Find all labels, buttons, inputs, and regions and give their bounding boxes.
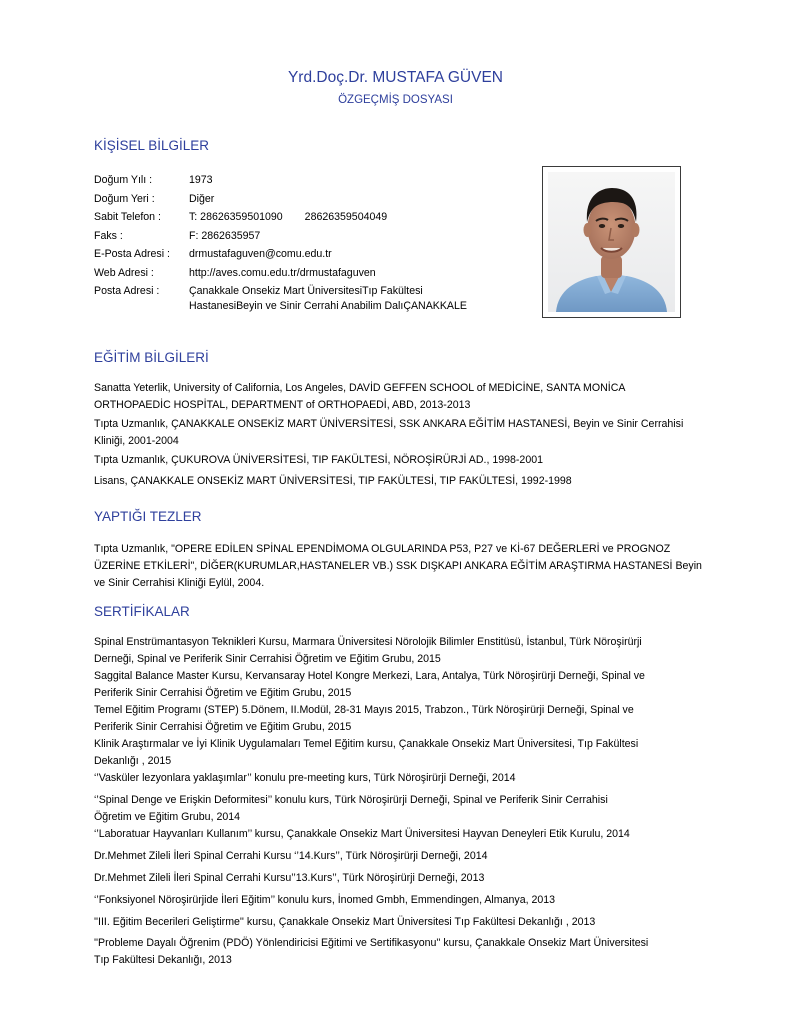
- list-item: [94, 892, 704, 909]
- list-item-line: Spinal Enstrümantasyon Teknikleri Kursu, Marmara Üniversitesi Nörolojik Bilimler Enstitüsü, İstanbul, Türk Nöroşirürji: [94, 636, 642, 648]
- list-item-line: Saggital Balance Master Kursu, Kervansaray Hotel Kongre Merkezi, Lara, Antalya, Türk Nöroşirürji Derneği, Spinal ve: [94, 670, 645, 682]
- list-item: [94, 736, 704, 770]
- info-row-birth-year: [94, 171, 467, 190]
- phone-number-1: T: 28626359501090: [189, 211, 283, 223]
- list-item-line: Derneği, Spinal ve Periferik Sinir Cerrahisi Öğretim ve Eğitim Grubu, 2015: [94, 653, 441, 665]
- list-item-line: ‘’Vasküler lezyonlara yaklaşımlar’’ konulu pre-meeting kurs, Türk Nöroşirürji Derneği, 2014: [94, 772, 516, 784]
- info-label: E-Posta Adresi :: [94, 248, 170, 260]
- list-item: [94, 826, 704, 843]
- theses-heading: YAPTIĞI TEZLER: [94, 509, 202, 524]
- education-heading: EĞİTİM BİLGİLERİ: [94, 350, 209, 365]
- list-item-line: Tıp Fakültesi Dekanlığı, 2013: [94, 954, 232, 966]
- list-item: [94, 770, 704, 787]
- list-item-line: ''III. Eğitim Becerileri Geliştirme'' kursu, Çanakkale Onsekiz Mart Üniversitesi Tıp Fakültesi Dekanlığı , 2013: [94, 916, 596, 928]
- list-item-line: Dr.Mehmet Zileli İleri Spinal Cerrahi Kursu’’13.Kurs’’, Türk Nöroşirürji Derneği, 2013: [94, 872, 485, 884]
- education-list: [94, 380, 704, 490]
- list-item: [94, 935, 704, 969]
- list-item-line: ‘’Laboratuar Hayvanları Kullanım’’ kursu, Çanakkale Onsekiz Mart Üniversitesi Hayvan Deneyleri Etik Kurulu, 2014: [94, 828, 630, 840]
- phone-number-2: 28626359504049: [304, 211, 388, 223]
- list-item: [94, 452, 704, 469]
- list-item: [94, 702, 704, 736]
- info-label: Doğum Yeri :: [94, 192, 155, 205]
- list-item: [94, 914, 704, 931]
- list-item-line: ''Probleme Dayalı Öğrenim (PDÖ) Yönlendiricisi Eğitimi ve Sertifikasyonu'' kursu, Çanakkale Onsekiz Mart Üniversitesi: [94, 937, 649, 949]
- info-label: Doğum Yılı :: [94, 174, 153, 186]
- email-address[interactable]: drmustafaguven@comu.edu.tr: [189, 248, 332, 260]
- theses-list: [94, 541, 704, 592]
- list-item: [94, 848, 704, 865]
- info-value: Diğer: [189, 192, 215, 205]
- list-item-line: ve Sinir Cerrahisi Kliniği Eylül, 2004.: [94, 577, 265, 589]
- info-label: Sabit Telefon :: [94, 211, 161, 223]
- list-item-line: Periferik Sinir Cerrahisi Öğretim ve Eğitim Grubu, 2015: [94, 687, 352, 699]
- list-item-line: Temel Eğitim Programı (STEP) 5.Dönem, II.Modül, 28-31 Mayıs 2015, Trabzon., Türk Nöroşirürji Derneği, Spinal ve: [94, 704, 634, 716]
- list-item-line: Tıpta Uzmanlık, ÇUKUROVA ÜNİVERSİTESİ, TIP FAKÜLTESİ, NÖROŞİRÜRJİ AD., 1998-2001: [94, 454, 543, 466]
- list-item-line: Periferik Sinir Cerrahisi Öğretim ve Eğitim Grubu, 2015: [94, 721, 352, 733]
- list-item-line: Kliniği, 2001-2004: [94, 435, 179, 447]
- list-item-line: Öğretim ve Eğitim Grubu, 2014: [94, 811, 241, 823]
- certificates-list: [94, 634, 704, 969]
- list-item: [94, 668, 704, 702]
- list-item-line: Tıpta Uzmanlık, ÇANAKKALE ONSEKİZ MART ÜNİVERSİTESİ, SSK ANKARA EĞİTİM HASTANESİ, Beyin ve Sinir Cerrahisi: [94, 418, 684, 430]
- postal-address-line-2: HastanesiBeyin ve Sinir Cerrahi Anabilim DalıÇANAKKALE: [189, 300, 467, 312]
- list-item-line: ORTHOPAEDİC HOSPİTAL, DEPARTMENT of ORTHOPAEDİ, ABD, 2013-2013: [94, 399, 471, 411]
- list-item-line: Dekanlığı , 2015: [94, 755, 172, 767]
- portrait-photo-icon: [548, 172, 675, 312]
- profile-photo: [542, 166, 681, 318]
- list-item: [94, 380, 704, 414]
- list-item-line: Sanatta Yeterlik, University of California, Los Angeles, DAVİD GEFFEN SCHOOL of MEDİCİNE, SANTA MONİCA: [94, 382, 626, 394]
- list-item: [94, 473, 704, 490]
- personal-info-table: [94, 171, 467, 315]
- info-value: [189, 284, 467, 315]
- postal-address-line-1: Çanakkale Onsekiz Mart ÜniversitesiTıp Fakültesi: [189, 284, 423, 297]
- info-row-email: [94, 245, 467, 264]
- list-item-line: Dr.Mehmet Zileli İleri Spinal Cerrahi Kursu ‘’14.Kurs’’, Türk Nöroşirürji Derneği, 2014: [94, 850, 488, 862]
- list-item-line: ‘’Fonksiyonel Nöroşirürjide İleri Eğitim’’ konulu kurs, İnomed Gmbh, Emmendingen, Almanya, 2013: [94, 894, 556, 906]
- list-item: [94, 870, 704, 887]
- info-row-fax: [94, 227, 467, 246]
- info-value: F: 2862635957: [189, 229, 261, 242]
- info-value: [189, 208, 387, 227]
- list-item-line: Klinik Araştırmalar ve İyi Klinik Uygulamaları Temel Eğitim kursu, Çanakkale Onsekiz Mart Üniversitesi, Tıp Fakültesi: [94, 738, 639, 750]
- info-row-birth-place: [94, 190, 467, 209]
- person-name: Yrd.Doç.Dr. MUSTAFA GÜVEN: [287, 69, 504, 86]
- list-item-line: ‘’Spinal Denge ve Erişkin Deformitesi’’ konulu kurs, Türk Nöroşirürji Derneği, Spinal ve Periferik Sinir Cerrahisi: [94, 794, 608, 806]
- list-item: [94, 634, 704, 668]
- cv-header: [0, 68, 791, 107]
- list-item-line: Lisans, ÇANAKKALE ONSEKİZ MART ÜNİVERSİTESİ, TIP FAKÜLTESİ, TIP FAKÜLTESİ, 1992-1998: [94, 475, 572, 487]
- list-item: [94, 416, 704, 450]
- document-subtitle: ÖZGEÇMİŞ DOSYASI: [338, 94, 453, 106]
- list-item: [94, 541, 704, 592]
- list-item-line: ÜZERİNE ETKİLERİ", DİĞER(KURUMLAR,HASTANELER VB.) SSK DIŞKAPI ANKARA EĞİTİM ARAŞTIRMA HASTANESİ Beyin: [94, 560, 702, 572]
- info-label: Web Adresi :: [94, 266, 154, 279]
- info-row-postal-address: [94, 284, 467, 315]
- info-row-phone: [94, 208, 467, 227]
- info-value: 1973: [189, 174, 213, 186]
- info-label: Faks :: [94, 229, 123, 242]
- info-label: Posta Adresi :: [94, 284, 160, 297]
- certificates-heading: SERTİFİKALAR: [94, 604, 190, 619]
- personal-info-heading: KİŞİSEL BİLGİLER: [94, 138, 210, 153]
- info-row-web: [94, 264, 467, 283]
- list-item: [94, 792, 704, 826]
- list-item-line: Tıpta Uzmanlık, "OPERE EDİLEN SPİNAL EPENDİMOMA OLGULARINDA P53, P27 ve Kİ-67 DEĞERLERİ ve PROGNOZ: [94, 543, 671, 555]
- web-address-link[interactable]: http://aves.comu.edu.tr/drmustafaguven: [189, 266, 376, 279]
